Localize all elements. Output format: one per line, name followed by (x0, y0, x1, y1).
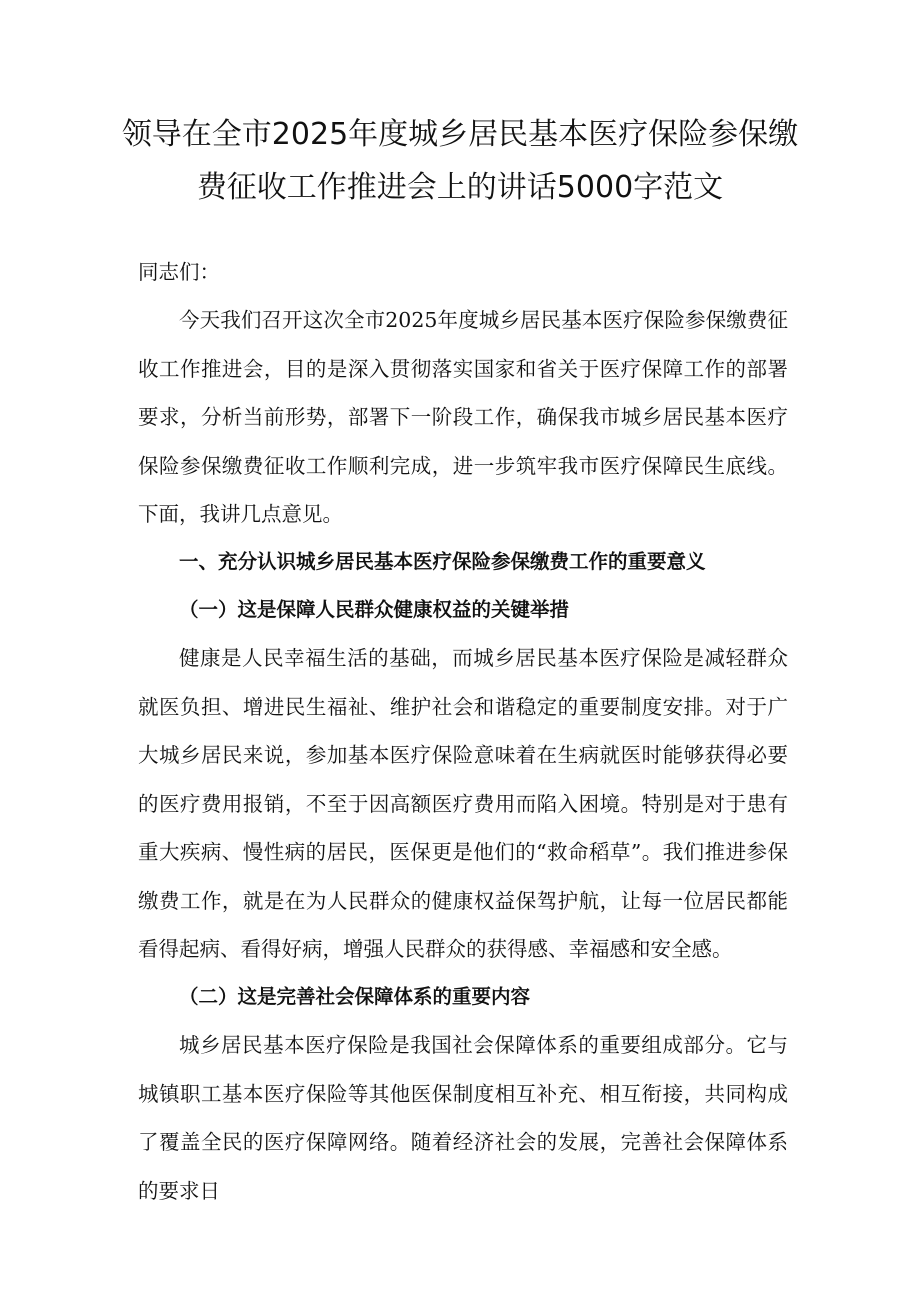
intro-paragraph: 今天我们召开这次全市2025年度城乡居民基本医疗保险参保缴费征收工作推进会，目的是深入贯彻落实国家和省关于医疗保障工作的部署要求，分析当前形势，部署下一阶段工作，确保我市城乡居民基本医疗保险参保缴费征收工作顺利完成，进一步筑牢我市医疗保障民生底线。下面，我讲几点意见。 (138, 308, 788, 526)
document-title (110, 108, 810, 214)
subsection-heading-1: （一）这是保障人民群众健康权益的关键举措 (179, 598, 570, 621)
title-line-1: 领导在全市2025年度城乡居民基本医疗保险参保缴 (121, 117, 799, 152)
section-heading-1: 一、充分认识城乡居民基本医疗保险参保缴费工作的重要意义 (179, 550, 706, 573)
subsection-paragraph-1: 健康是人民幸福生活的基础，而城乡居民基本医疗保险是减轻群众就医负担、增进民生福祉、维护社会和谐稳定的重要制度安排。对于广大城乡居民来说，参加基本医疗保险意味着在生病就医时能够获得必要的医疗费用报销，不至于因高额医疗费用而陷入困境。特别是对于患有重大疾病、慢性病的居民，医保更是他们的“救命稻草”。我们推进参保缴费工作，就是在为人民群众的健康权益保驾护航，让每一位居民都能看得起病、看得好病，增强人民群众的获得感、幸福感和安全感。 (138, 646, 788, 961)
subsection-paragraph-2: 城乡居民基本医疗保险是我国社会保障体系的重要组成部分。它与城镇职工基本医疗保险等其他医保制度相互补充、相互衔接，共同构成了覆盖全民的医疗保障网络。随着经济社会的发展，完善社会保障体系的要求日 (138, 1033, 788, 1203)
salutation: 同志们： (138, 260, 220, 284)
subsection-heading-2: （二）这是完善社会保障体系的重要内容 (179, 985, 531, 1008)
title-line-2: 费征收工作推进会上的讲话5000字范文 (196, 170, 724, 205)
